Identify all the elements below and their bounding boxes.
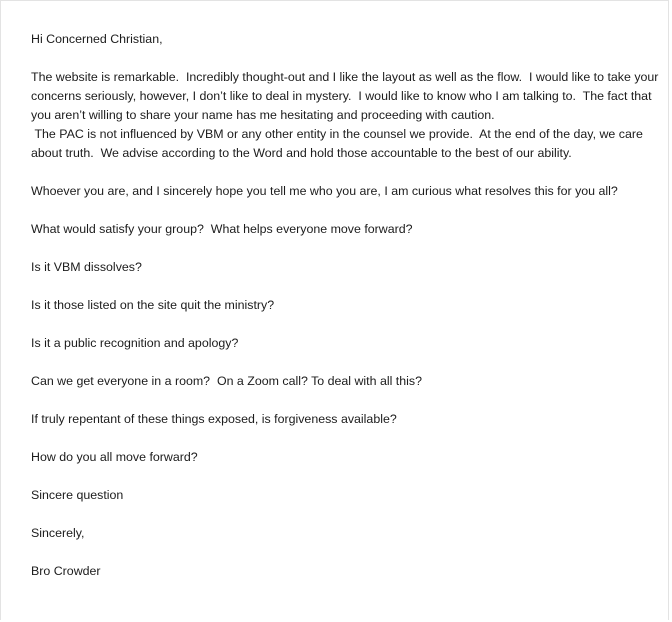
email-paragraph-question-meeting: Can we get everyone in a room? On a Zoom call? To deal with all this? — [31, 374, 422, 388]
email-paragraph-question-resolve: Whoever you are, and I sincerely hope you tell me who you are, I am curious what resolves this for you all? — [31, 184, 618, 198]
email-paragraph-question-dissolve: Is it VBM dissolves? — [31, 260, 142, 274]
email-greeting: Hi Concerned Christian, — [31, 32, 163, 46]
email-paragraph-question-quit: Is it those listed on the site quit the ministry? — [31, 298, 275, 312]
email-paragraph-question-forgiveness: If truly repentant of these things exposed, is forgiveness available? — [31, 412, 397, 426]
email-paragraph-sincere-question: Sincere question — [31, 488, 124, 502]
email-paragraph-question-satisfy: What would satisfy your group? What helps everyone move forward? — [31, 222, 413, 236]
email-paragraph-question-apology: Is it a public recognition and apology? — [31, 336, 239, 350]
email-paragraph-question-move-forward: How do you all move forward? — [31, 450, 198, 464]
email-signature: Bro Crowder — [31, 564, 101, 578]
email-closing: Sincerely, — [31, 526, 85, 540]
email-paragraph-intro: The website is remarkable. Incredibly thought-out and I like the layout as well as the flow. I would like to take your concerns seriously, however, I don’t like to deal in mystery. I would like to know who I am talking to. The fact that you aren’t willing to share your name has me hesitating and proceeding with caution. The PAC is not influenced by VBM or any other entity in the counsel we provide. At the end of the day, we care about truth. We advise according to the Word and hold those accountable to the best of our ability. — [31, 70, 659, 160]
email-body — [31, 30, 661, 581]
